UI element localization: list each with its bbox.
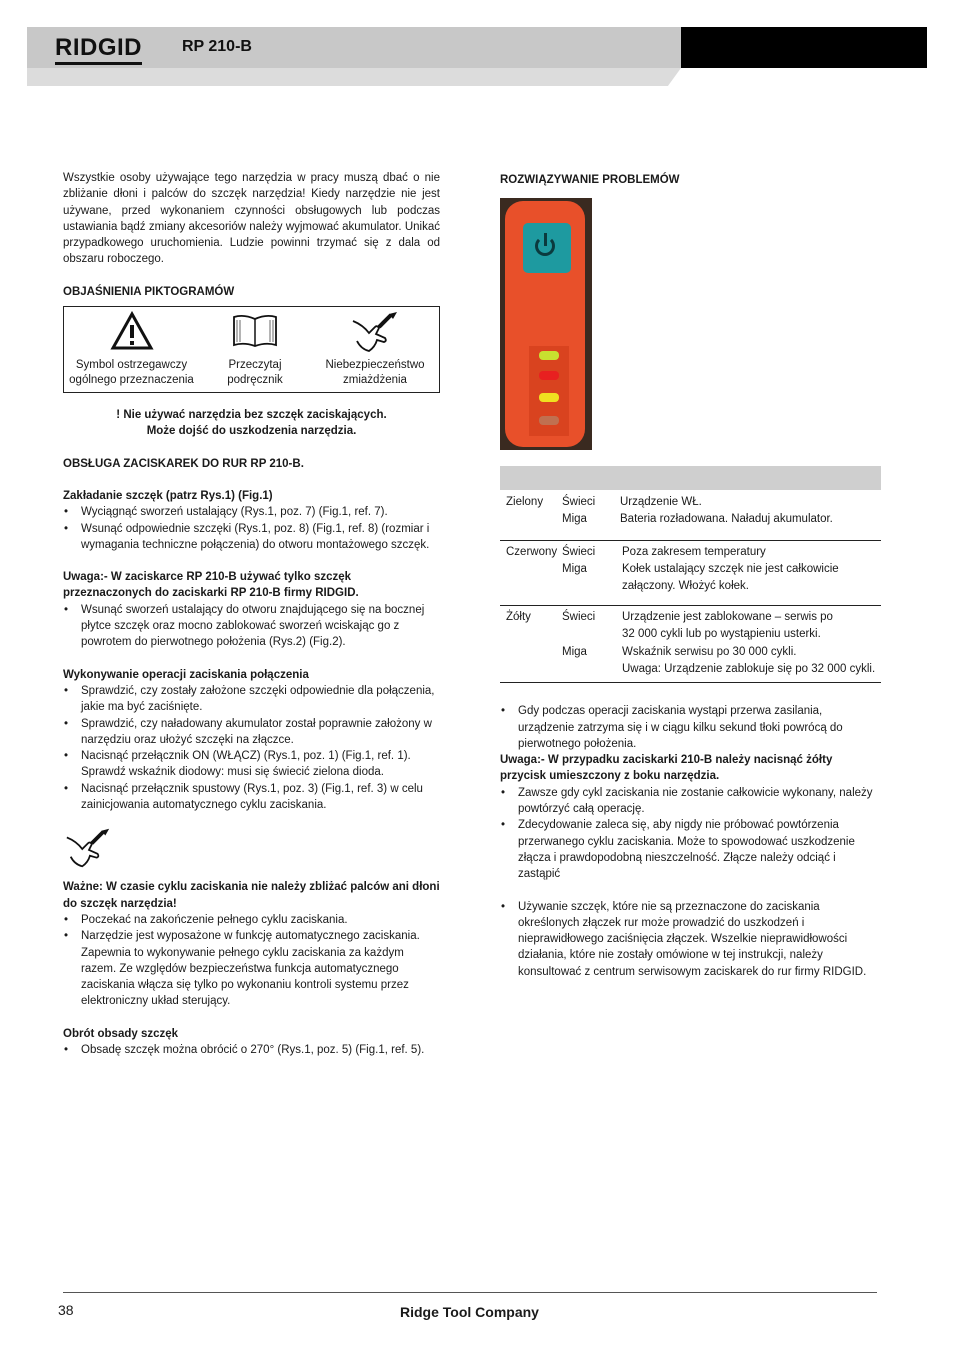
led-meaning: Urządzenie WŁ. — [620, 496, 702, 509]
list-item: • Wyciągnąć sworzeń ustalający (Rys.1, poz. 7) (Fig.1, ref. 7). — [63, 504, 440, 520]
led-color: Zielony — [506, 496, 544, 509]
ridgid-logo: RIDGID — [55, 34, 142, 62]
header-black-block — [681, 27, 927, 68]
led-state: Świeci — [562, 611, 596, 624]
led-green — [539, 351, 559, 360]
led-state: Świeci — [562, 546, 596, 559]
hand-crush-icon — [349, 311, 401, 355]
led-red — [539, 371, 559, 380]
jaws-warning-list — [500, 899, 881, 980]
table-row — [500, 490, 881, 541]
table-row — [500, 606, 881, 683]
led-meaning: załączony. Włożyć kołek. — [622, 580, 749, 593]
led-state: Świeci — [562, 496, 596, 509]
table-row — [500, 541, 881, 606]
device-photo — [500, 198, 592, 450]
important-title: Ważne: W czasie cyklu zaciskania nie należy zbliżać palców ani dłoni do szczęk narzędzia! — [63, 881, 440, 910]
cycle-list — [500, 785, 881, 883]
header-stripe — [27, 68, 681, 86]
list-item: • Sprawdzić, czy zostały założone szczęki odpowiednie dla połączenia, jakie ma być zaciśnięte. — [63, 683, 440, 716]
intro-paragraph: Wszystkie osoby używające tego narzędzia w pracy muszą dbać o nie zbliżanie dłoni i palców do szczęk narzędzia! Kiedy narzędzie nie jest używane, przed wykonaniem czynności obsługowych lub podczas ustawiania bądź zmiany akcesoriów należy wyjmować akumulator. Unikać przypadkowego uruchomienia. Ludzie powinni trzymać się z dala od obszaru roboczego. — [63, 172, 440, 266]
important-list — [63, 912, 440, 1010]
rotate-list — [63, 1042, 440, 1058]
right-column — [500, 172, 881, 980]
device-body — [505, 201, 585, 447]
power-button — [523, 223, 571, 273]
model-title: RP 210-B — [182, 38, 252, 55]
list-item: • Wsunąć odpowiednie szczęki (Rys.1, poz. 8) (Fig.1, ref. 8) (rozmiar i wymagania techniczne połączenia) do otworu montażowego szczęk. — [63, 521, 440, 554]
rotate-title: Obrót obsady szczęk — [63, 1027, 179, 1040]
pictogram-book: Przeczytaj podręcznik — [199, 307, 311, 392]
led-color: Żółty — [506, 611, 531, 624]
power-note: Uwaga:- W przypadku zaciskarki 210-B należy nacisnąć żółty przycisk umieszczony z boku narzędzia. — [500, 754, 833, 783]
led-color: Czerwony — [506, 546, 558, 559]
led-panel — [529, 346, 569, 436]
led-meaning: Wskaźnik serwisu po 30 000 cykli. — [622, 646, 797, 659]
list-item: • Nacisnąć przełącznik spustowy (Rys.1, poz. 3) (Fig.1, ref. 3) w celu zainicjowania automatycznego cyklu zaciskania. — [63, 781, 440, 814]
led-meaning: 32 000 cykli lub po wystąpieniu usterki. — [622, 628, 821, 641]
led-state: Miga — [562, 563, 587, 576]
page-number: 38 — [58, 1302, 74, 1318]
pictograms-title: OBJAŚNIENIA PIKTOGRAMÓW — [63, 285, 235, 298]
list-item: • Wsunąć sworzeń ustalający do otworu znajdującego się na bocznej płytce szczęk oraz mocno zablokować sworzeń wciskając go z powrotem do pierwotnego położenia (Rys.2) (Fig.2). — [63, 602, 440, 651]
list-item: • Używanie szczęk, które nie są przeznaczone do zaciskania określonych złączek rur może prowadzić do uszkodzeń i nieprawidłowego zaciśnięcia złączek. Wszelkie nieprawidłowości działania, które nie zostały omówione w tej instrukcji, należy konsultować z centrum serwisowym zaciskarek do rur firmy RIDGID. — [500, 899, 881, 980]
note-title: Uwaga:- W zaciskarce RP 210-B używać tylko szczęk przeznaczonych do zaciskarki RP 210-B firmy RIDGID. — [63, 571, 359, 600]
troubleshooting-title: ROZWIĄZYWANIE PROBLEMÓW — [500, 174, 680, 186]
warning-line-1: ! Nie używać narzędzia bez szczęk zaciskających. — [116, 409, 387, 422]
led-state: Miga — [562, 513, 587, 526]
warning-icon — [110, 311, 154, 351]
press-title: Wykonywanie operacji zaciskania połączenia — [63, 668, 309, 681]
jaws-list — [63, 504, 440, 553]
jaws-title: Zakładanie szczęk (patrz Rys.1) (Fig.1) — [63, 489, 273, 502]
led-meaning: Kołek ustalający szczęk nie jest całkowicie — [622, 563, 839, 576]
led-meaning: Bateria rozładowana. Naładuj akumulator. — [620, 513, 833, 526]
led-off — [539, 416, 559, 425]
list-item: • Obsadę szczęk można obrócić o 270° (Rys.1, poz. 5) (Fig.1, ref. 5). — [63, 1042, 440, 1058]
list-item: • Gdy podczas operacji zaciskania wystąpi przerwa zasilania, urządzenie zatrzyma się i w ciągu kilku sekund tłoki powrócą do pierwotnego położenia. — [500, 703, 881, 752]
list-item: • Poczekać na zakończenie pełnego cyklu zaciskania. — [63, 912, 440, 928]
led-meaning: Urządzenie jest zablokowane – serwis po — [622, 611, 833, 624]
list-item: • Nacisnąć przełącznik ON (WŁĄCZ) (Rys.1, poz. 1) (Fig.1, ref. 1). Sprawdź wskaźnik diodowy: musi się świecić zielona dioda. — [63, 748, 440, 781]
list-item: • Narzędzie jest wyposażone w funkcję automatycznego zaciskania. Zapewnia to wykonywanie pełnego cyklu zaciskania za każdym razem. Ze względów bezpieczeństwa funkcja automatycznego zaciskania włącza się tylko po wykonaniu kontroli systemu przez elektroniczny układ sterujący. — [63, 928, 440, 1009]
pictogram-crush: Niebezpieczeństwo zmiażdżenia — [311, 307, 439, 392]
company-name: Ridge Tool Company — [400, 1304, 539, 1320]
led-yellow — [539, 393, 559, 402]
press-list — [63, 683, 440, 813]
list-item: • Zawsze gdy cykl zaciskania nie zostanie całkowicie wykonany, należy powtórzyć całą operację. — [500, 785, 881, 818]
led-meaning: Uwaga: Urządzenie zablokuje się po 32 000 cykli. — [622, 663, 876, 676]
hand-crush-icon — [63, 827, 113, 871]
pictogram-warning: Symbol ostrzegawczy ogólnego przeznaczenia — [64, 307, 199, 392]
led-meaning: Poza zakresem temperatury — [622, 546, 766, 559]
footer-divider — [63, 1292, 877, 1293]
list-item: • Zdecydowanie zaleca się, aby nigdy nie próbować powtórzenia przerwanego cyklu zaciskania. Może to spowodować uszkodzenie złącza i prawdopodobną nieszczelność. Złącze należy odciąć i zastąpić — [500, 817, 881, 882]
list-item: • Sprawdzić, czy naładowany akumulator został poprawnie założony w narzędziu oraz ułożyć szczęki na złączce. — [63, 716, 440, 749]
section-operation: OBSŁUGA ZACISKAREK DO RUR RP 210-B. — [63, 457, 304, 470]
warning-line-2: Może dojść do uszkodzenia narzędzia. — [146, 425, 357, 438]
led-state: Miga — [562, 646, 587, 659]
book-icon — [230, 311, 280, 351]
power-list — [500, 703, 881, 752]
note-list — [63, 602, 440, 651]
pictograms-box — [63, 306, 440, 393]
left-column — [63, 170, 440, 1058]
table-header — [500, 466, 881, 490]
